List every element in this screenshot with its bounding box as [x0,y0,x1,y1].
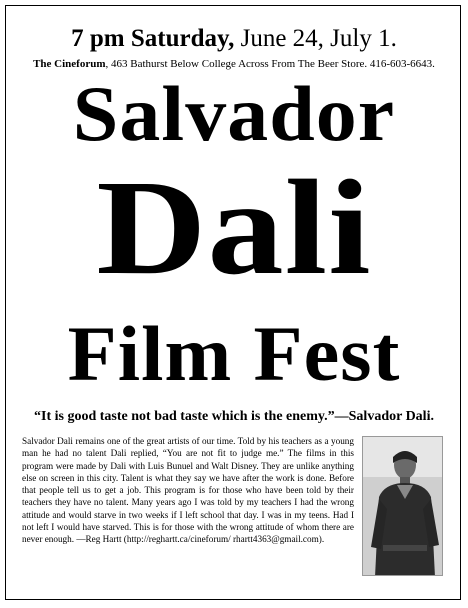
dali-portrait-photo [362,436,443,576]
portrait-illustration [363,437,443,576]
event-date-line [0,24,468,54]
venue-address: , 463 Bathurst Below College Across From The Beer Store. 416-603-6643. [105,58,435,70]
event-dates: June 24, July 1. [234,25,397,52]
dali-quote: “It is good taste not bad taste which is the enemy.”—Salvador Dali. [34,409,434,424]
description-paragraph: Salvador Dali remains one of the great artists of our time. Told by his teachers as a young man he had no talent Dali replied, “You are not fit to judge me.” The films in this program were made by Dali with Luis Bunuel and Walt Disney. They are unlike anything else on screen in this city. Talent is what they say we have after the work is done. Before that people tell us to get a job. This program is for those who have been told by their teachers they have no talent. Many years ago I was told by my teachers I had the wrong attitude and would starve in two weeks if I left school that day. I was in my teens. Had I not left I would have starved. This is for those with the wrong attitude of whom there are never enough. —Reg Hartt (http://reghartt.ca/cineforum/ rhartt4363@gmail.com). [22,436,354,545]
title-film-fest: Film Fest [67,310,401,397]
event-time: 7 pm Saturday, [71,25,235,52]
venue-name: The Cineforum [33,58,106,70]
title-dali: Dali [96,153,372,303]
title-salvador: Salvador [72,70,396,157]
